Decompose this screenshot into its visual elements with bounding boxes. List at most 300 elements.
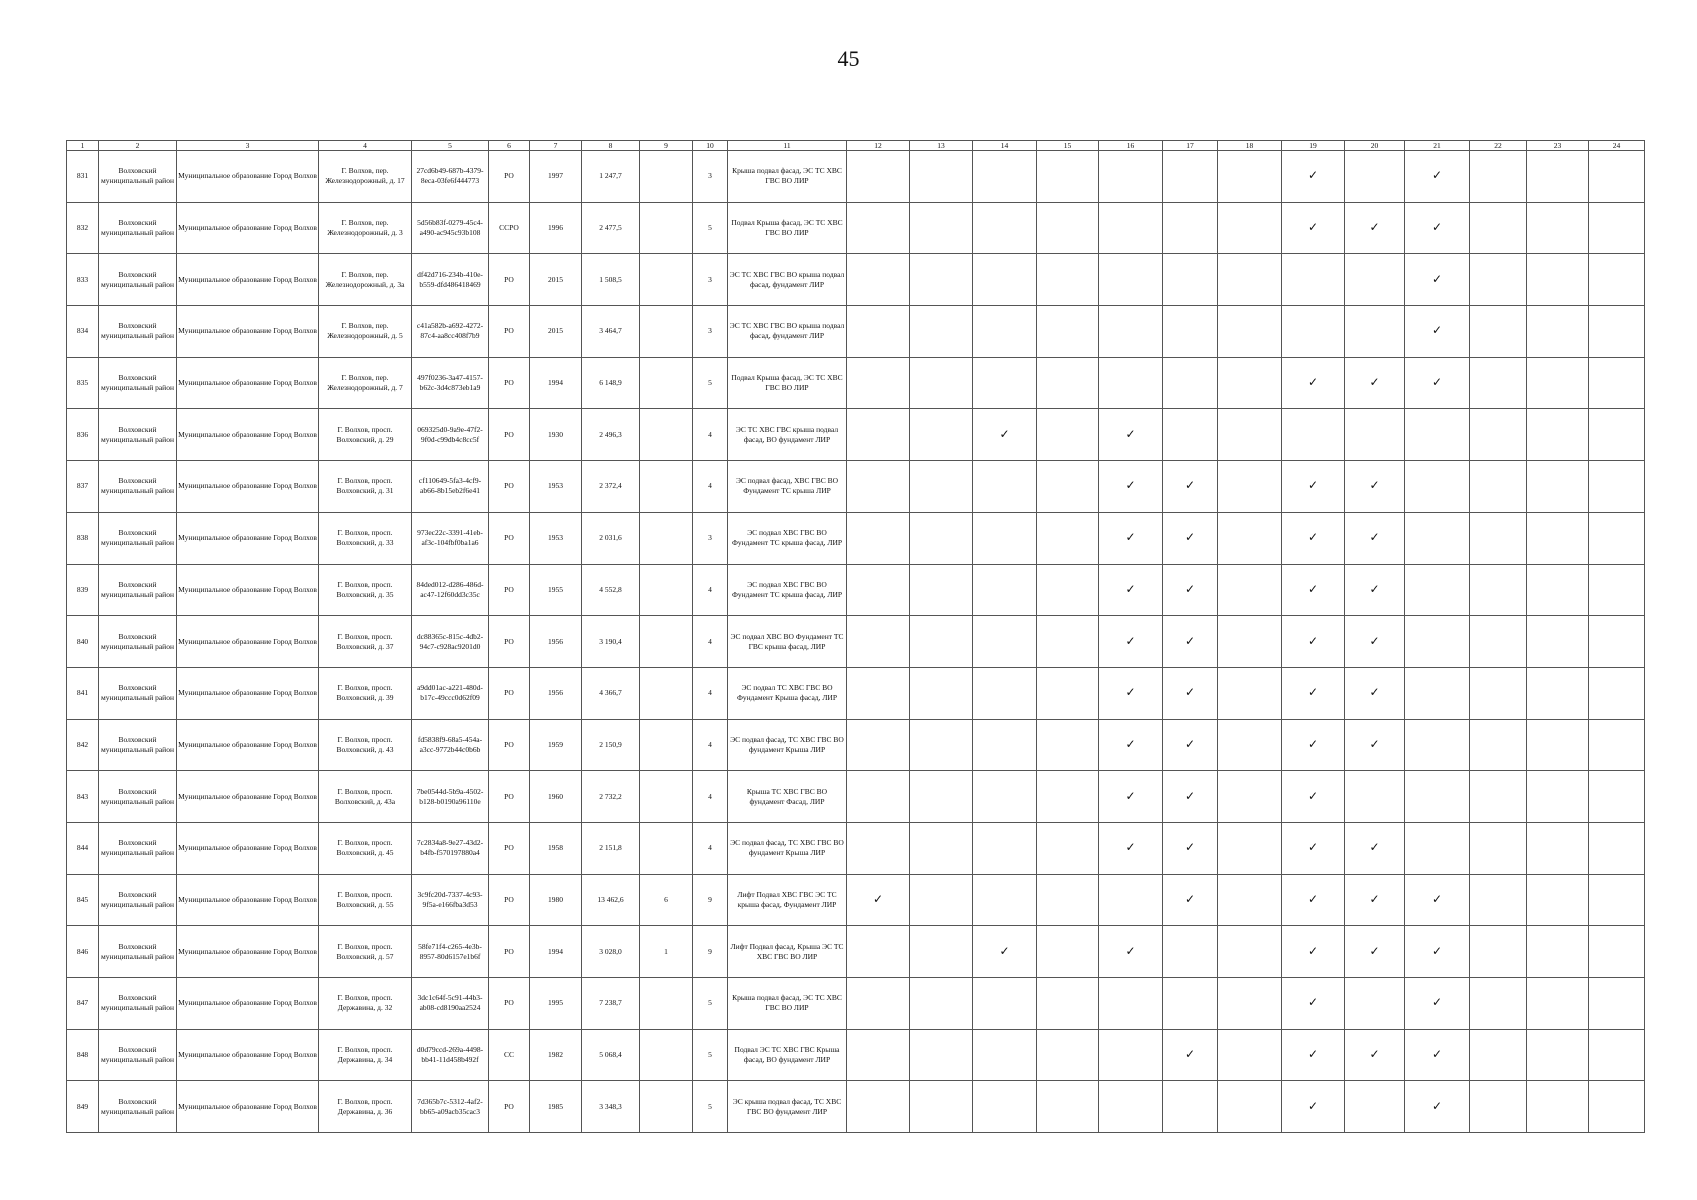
mark-cell-23 [1527,926,1589,978]
check-mark-icon: ✓ [1307,943,1319,958]
mark-cell-20 [1345,306,1405,358]
mark-cell-18 [1218,926,1282,978]
guid-cell: a9dd01ac-a221-480d-b17c-49ccc0d62f09 [412,667,489,719]
table-row [67,357,1645,409]
mark-cell-14 [973,357,1037,409]
mark-cell-22 [1470,306,1527,358]
check-mark-icon: ✓ [1431,168,1443,183]
check-mark-icon: ✓ [1307,168,1319,183]
mark-cell-20 [1345,667,1405,719]
address-cell: Г. Волхов, просп. Державина, д. 34 [319,1029,412,1081]
check-mark-icon: ✓ [1369,581,1380,596]
type-cell: РО [489,616,530,668]
row-number: 843 [67,771,99,823]
area-cell: 2 477,5 [582,202,640,254]
mark-cell-22 [1470,512,1527,564]
row-number: 846 [67,926,99,978]
mark-cell-21 [1405,1029,1470,1081]
guid-cell: 58fe71f4-c265-4e3b-8957-80d6157e1b6f [412,926,489,978]
mark-cell-23 [1527,202,1589,254]
mark-cell-21 [1405,254,1470,306]
guid-cell: cf110649-5fa3-4cf9-ab66-8b15eb2f6e41 [412,461,489,513]
mark-cell-23 [1527,616,1589,668]
mark-cell-20 [1345,512,1405,564]
mark-cell-24 [1589,254,1645,306]
mark-cell-20 [1345,151,1405,203]
mark-cell-13 [910,616,973,668]
year-cell: 1996 [530,202,582,254]
mark-cell-17 [1163,409,1218,461]
row-number: 839 [67,564,99,616]
year-cell: 1997 [530,151,582,203]
row-number: 849 [67,1081,99,1133]
mark-cell-18 [1218,667,1282,719]
year-cell: 1953 [530,512,582,564]
mark-cell-13 [910,1081,973,1133]
mark-cell-13 [910,306,973,358]
mark-cell-15 [1037,771,1099,823]
mark-cell-22 [1470,874,1527,926]
mark-cell-12 [847,461,910,513]
mark-cell-17 [1163,771,1218,823]
check-mark-icon: ✓ [1369,943,1380,958]
table-body [67,151,1645,1133]
check-mark-icon: ✓ [1184,581,1196,596]
municipality-cell: Муниципальное образование Город Волхов [177,667,319,719]
column-header-21: 21 [1405,141,1470,151]
area-cell: 1 508,5 [582,254,640,306]
guid-cell: 069325d0-9a9e-47f2-9f0d-c99db4c8cc5f [412,409,489,461]
mark-cell-12 [847,306,910,358]
column-header-10: 10 [693,141,728,151]
mark-cell-21 [1405,512,1470,564]
year-cell: 1994 [530,357,582,409]
area-cell: 2 372,4 [582,461,640,513]
municipality-cell: Муниципальное образование Город Волхов [177,926,319,978]
check-mark-icon: ✓ [1184,633,1196,648]
mark-cell-14 [973,409,1037,461]
mark-cell-18 [1218,202,1282,254]
mark-cell-18 [1218,254,1282,306]
mark-cell-21 [1405,1081,1470,1133]
mark-cell-18 [1218,1081,1282,1133]
table-row [67,151,1645,203]
year-cell: 1953 [530,461,582,513]
guid-cell: df42d716-234b-410e-b559-dfd486418469 [412,254,489,306]
mark-cell-16 [1099,254,1163,306]
mark-cell-21 [1405,771,1470,823]
check-mark-icon: ✓ [1184,685,1196,700]
mark-cell-16 [1099,357,1163,409]
mark-cell-22 [1470,771,1527,823]
year-cell: 1995 [530,978,582,1030]
mark-cell-16 [1099,151,1163,203]
row-number: 836 [67,409,99,461]
mark-cell-18 [1218,461,1282,513]
table-row [67,616,1645,668]
municipality-cell: Муниципальное образование Город Волхов [177,1081,319,1133]
register-table [66,140,1645,1133]
mark-cell-23 [1527,667,1589,719]
area-cell: 1 247,7 [582,151,640,203]
mark-cell-17 [1163,926,1218,978]
address-cell: Г. Волхов, просп. Волховский, д. 31 [319,461,412,513]
mark-cell-13 [910,978,973,1030]
col10-cell: 5 [693,1081,728,1133]
year-cell: 1982 [530,1029,582,1081]
works-cell: Подвал ЭС ТС ХВС ГВС Крыша фасад, ВО фундамент ЛИР [728,1029,847,1081]
address-cell: Г. Волхов, просп. Волховский, д. 45 [319,822,412,874]
mark-cell-16 [1099,926,1163,978]
year-cell: 1958 [530,822,582,874]
mark-cell-21 [1405,461,1470,513]
municipality-cell: Муниципальное образование Город Волхов [177,874,319,926]
check-mark-icon: ✓ [1184,736,1196,751]
column-header-12: 12 [847,141,910,151]
guid-cell: c41a582b-a692-4272-87c4-aa8cc408f7b9 [412,306,489,358]
col9-cell [640,667,693,719]
check-mark-icon: ✓ [1431,1047,1443,1062]
mark-cell-19 [1282,616,1345,668]
mark-cell-15 [1037,461,1099,513]
col9-cell: 1 [640,926,693,978]
mark-cell-17 [1163,306,1218,358]
mark-cell-12 [847,822,910,874]
row-number: 845 [67,874,99,926]
table-row [67,667,1645,719]
check-mark-icon: ✓ [999,943,1010,958]
mark-cell-21 [1405,409,1470,461]
check-mark-icon: ✓ [1184,1047,1196,1062]
mark-cell-15 [1037,202,1099,254]
guid-cell: 7be0544d-5b9a-4502-b128-b0190a96110e [412,771,489,823]
address-cell: Г. Волхов, просп. Волховский, д. 37 [319,616,412,668]
district-cell: Волховский муниципальный район [99,306,177,358]
row-number: 838 [67,512,99,564]
mark-cell-14 [973,822,1037,874]
mark-cell-21 [1405,564,1470,616]
mark-cell-23 [1527,564,1589,616]
table-row [67,564,1645,616]
mark-cell-23 [1527,1081,1589,1133]
mark-cell-16 [1099,978,1163,1030]
mark-cell-22 [1470,719,1527,771]
mark-cell-21 [1405,926,1470,978]
check-mark-icon: ✓ [1184,891,1196,906]
mark-cell-23 [1527,254,1589,306]
mark-cell-14 [973,306,1037,358]
municipality-cell: Муниципальное образование Город Волхов [177,357,319,409]
mark-cell-23 [1527,306,1589,358]
mark-cell-20 [1345,719,1405,771]
col9-cell [640,254,693,306]
mark-cell-21 [1405,306,1470,358]
col9-cell [640,719,693,771]
page-number: 45 [837,46,860,71]
mark-cell-24 [1589,822,1645,874]
mark-cell-15 [1037,409,1099,461]
check-mark-icon: ✓ [1369,220,1380,235]
mark-cell-13 [910,926,973,978]
check-mark-icon: ✓ [1307,736,1319,751]
check-mark-icon: ✓ [1184,788,1196,803]
district-cell: Волховский муниципальный район [99,254,177,306]
type-cell: РО [489,254,530,306]
check-mark-icon: ✓ [1369,375,1380,390]
mark-cell-13 [910,719,973,771]
mark-cell-18 [1218,306,1282,358]
area-cell: 3 190,4 [582,616,640,668]
mark-cell-20 [1345,771,1405,823]
mark-cell-12 [847,357,910,409]
mark-cell-15 [1037,1029,1099,1081]
check-mark-icon: ✓ [1431,1098,1443,1113]
district-cell: Волховский муниципальный район [99,616,177,668]
check-mark-icon: ✓ [1125,943,1136,958]
mark-cell-24 [1589,719,1645,771]
row-number: 835 [67,357,99,409]
row-number: 831 [67,151,99,203]
address-cell: Г. Волхов, просп. Волховский, д. 29 [319,409,412,461]
mark-cell-18 [1218,874,1282,926]
check-mark-icon: ✓ [1369,736,1380,751]
mark-cell-12 [847,1081,910,1133]
address-cell: Г. Волхов, пер. Железнодорожный, д. 17 [319,151,412,203]
works-cell: ЭС подвал фасад, ХВС ГВС ВО Фундамент ТС крыша ЛИР [728,461,847,513]
address-cell: Г. Волхов, просп. Державина, д. 36 [319,1081,412,1133]
type-cell: РО [489,357,530,409]
mark-cell-14 [973,874,1037,926]
mark-cell-16 [1099,874,1163,926]
column-header-8: 8 [582,141,640,151]
address-cell: Г. Волхов, просп. Волховский, д. 39 [319,667,412,719]
mark-cell-16 [1099,1029,1163,1081]
check-mark-icon: ✓ [1125,426,1136,441]
mark-cell-19 [1282,667,1345,719]
column-header-17: 17 [1163,141,1218,151]
column-header-1: 1 [67,141,99,151]
check-mark-icon: ✓ [1184,530,1196,545]
mark-cell-13 [910,461,973,513]
guid-cell: 7d365b7c-5312-4af2-bb65-a09acb35cac3 [412,1081,489,1133]
table-row [67,409,1645,461]
type-cell: РО [489,1081,530,1133]
mark-cell-12 [847,254,910,306]
mark-cell-23 [1527,771,1589,823]
mark-cell-13 [910,202,973,254]
mark-cell-15 [1037,719,1099,771]
guid-cell: 84ded012-d286-486d-ac47-12f60dd3c35c [412,564,489,616]
check-mark-icon: ✓ [1369,840,1380,855]
works-cell: ЭС ТС ХВС ГВС крыша подвал фасад, ВО фундамент ЛИР [728,409,847,461]
col10-cell: 5 [693,357,728,409]
district-cell: Волховский муниципальный район [99,357,177,409]
col9-cell [640,409,693,461]
mark-cell-21 [1405,202,1470,254]
mark-cell-12 [847,564,910,616]
mark-cell-12 [847,409,910,461]
col10-cell: 5 [693,978,728,1030]
mark-cell-22 [1470,202,1527,254]
mark-cell-19 [1282,409,1345,461]
mark-cell-15 [1037,564,1099,616]
column-header-5: 5 [412,141,489,151]
address-cell: Г. Волхов, просп. Волховский, д. 43 [319,719,412,771]
mark-cell-23 [1527,357,1589,409]
area-cell: 4 366,7 [582,667,640,719]
type-cell: РО [489,874,530,926]
column-header-24: 24 [1589,141,1645,151]
mark-cell-19 [1282,822,1345,874]
table-row [67,202,1645,254]
mark-cell-24 [1589,874,1645,926]
municipality-cell: Муниципальное образование Город Волхов [177,409,319,461]
mark-cell-19 [1282,306,1345,358]
check-mark-icon: ✓ [1125,788,1136,803]
mark-cell-17 [1163,512,1218,564]
type-cell: РО [489,409,530,461]
type-cell: РО [489,667,530,719]
mark-cell-14 [973,512,1037,564]
mark-cell-19 [1282,771,1345,823]
mark-cell-20 [1345,1081,1405,1133]
guid-cell: dc88365c-815c-4db2-94c7-c928ac9201d0 [412,616,489,668]
table-row [67,1029,1645,1081]
check-mark-icon: ✓ [1369,633,1380,648]
mark-cell-12 [847,719,910,771]
check-mark-icon: ✓ [1125,840,1136,855]
year-cell: 2015 [530,254,582,306]
mark-cell-20 [1345,254,1405,306]
mark-cell-18 [1218,771,1282,823]
check-mark-icon: ✓ [1307,633,1319,648]
check-mark-icon: ✓ [1125,736,1136,751]
address-cell: Г. Волхов, просп. Волховский, д. 55 [319,874,412,926]
mark-cell-17 [1163,667,1218,719]
mark-cell-18 [1218,409,1282,461]
col9-cell [640,1081,693,1133]
mark-cell-22 [1470,978,1527,1030]
mark-cell-17 [1163,1029,1218,1081]
mark-cell-18 [1218,564,1282,616]
mark-cell-17 [1163,254,1218,306]
mark-cell-15 [1037,667,1099,719]
col9-cell [640,771,693,823]
mark-cell-19 [1282,978,1345,1030]
check-mark-icon: ✓ [1431,943,1443,958]
mark-cell-22 [1470,151,1527,203]
check-mark-icon: ✓ [1125,685,1136,700]
col10-cell: 4 [693,822,728,874]
col9-cell [640,151,693,203]
row-number: 848 [67,1029,99,1081]
check-mark-icon: ✓ [1125,581,1136,596]
works-cell: ЭС подвал ТС ХВС ГВС ВО Фундамент Крыша фасад, ЛИР [728,667,847,719]
column-header-11: 11 [728,141,847,151]
works-cell: ЭС подвал ХВС ГВС ВО Фундамент ТС крыша фасад, ЛИР [728,564,847,616]
mark-cell-18 [1218,978,1282,1030]
district-cell: Волховский муниципальный район [99,874,177,926]
column-header-7: 7 [530,141,582,151]
mark-cell-14 [973,978,1037,1030]
col10-cell: 3 [693,151,728,203]
check-mark-icon: ✓ [1307,375,1319,390]
guid-cell: fd5838f9-68a5-454a-a3cc-9772b44c0b6b [412,719,489,771]
municipality-cell: Муниципальное образование Город Волхов [177,254,319,306]
row-number: 837 [67,461,99,513]
mark-cell-12 [847,667,910,719]
check-mark-icon: ✓ [1431,375,1443,390]
works-cell: Лифт Подвал фасад, Крыша ЭС ТС ХВС ГВС ВО ЛИР [728,926,847,978]
column-header-13: 13 [910,141,973,151]
works-cell: Крыша подвал фасад, ЭС ТС ХВС ГВС ВО ЛИР [728,978,847,1030]
column-header-16: 16 [1099,141,1163,151]
mark-cell-20 [1345,357,1405,409]
mark-cell-15 [1037,512,1099,564]
works-cell: ЭС подвал ХВС ГВС ВО Фундамент ТС крыша фасад, ЛИР [728,512,847,564]
mark-cell-21 [1405,822,1470,874]
col10-cell: 5 [693,202,728,254]
check-mark-icon: ✓ [1307,530,1319,545]
table-row [67,254,1645,306]
column-header-14: 14 [973,141,1037,151]
col10-cell: 4 [693,719,728,771]
check-mark-icon: ✓ [1307,788,1319,803]
col9-cell [640,202,693,254]
type-cell: СС [489,1029,530,1081]
mark-cell-13 [910,357,973,409]
type-cell: РО [489,461,530,513]
col10-cell: 5 [693,1029,728,1081]
mark-cell-17 [1163,978,1218,1030]
mark-cell-18 [1218,1029,1282,1081]
year-cell: 1956 [530,667,582,719]
mark-cell-13 [910,512,973,564]
mark-cell-12 [847,151,910,203]
mark-cell-15 [1037,822,1099,874]
mark-cell-19 [1282,357,1345,409]
mark-cell-20 [1345,822,1405,874]
mark-cell-15 [1037,254,1099,306]
type-cell: РО [489,771,530,823]
col10-cell: 9 [693,874,728,926]
works-cell: Крыша ТС ХВС ГВС ВО фундамент Фасад, ЛИР [728,771,847,823]
col9-cell [640,564,693,616]
mark-cell-19 [1282,874,1345,926]
mark-cell-22 [1470,254,1527,306]
address-cell: Г. Волхов, пер. Железнодорожный, д. 3а [319,254,412,306]
mark-cell-22 [1470,926,1527,978]
district-cell: Волховский муниципальный район [99,564,177,616]
mark-cell-17 [1163,1081,1218,1133]
column-header-4: 4 [319,141,412,151]
mark-cell-12 [847,616,910,668]
row-number: 832 [67,202,99,254]
col10-cell: 4 [693,771,728,823]
district-cell: Волховский муниципальный район [99,719,177,771]
municipality-cell: Муниципальное образование Город Волхов [177,616,319,668]
check-mark-icon: ✓ [1307,1047,1319,1062]
mark-cell-24 [1589,202,1645,254]
mark-cell-17 [1163,874,1218,926]
mark-cell-23 [1527,409,1589,461]
year-cell: 1980 [530,874,582,926]
mark-cell-22 [1470,667,1527,719]
district-cell: Волховский муниципальный район [99,151,177,203]
type-cell: РО [489,512,530,564]
mark-cell-14 [973,202,1037,254]
year-cell: 2015 [530,306,582,358]
